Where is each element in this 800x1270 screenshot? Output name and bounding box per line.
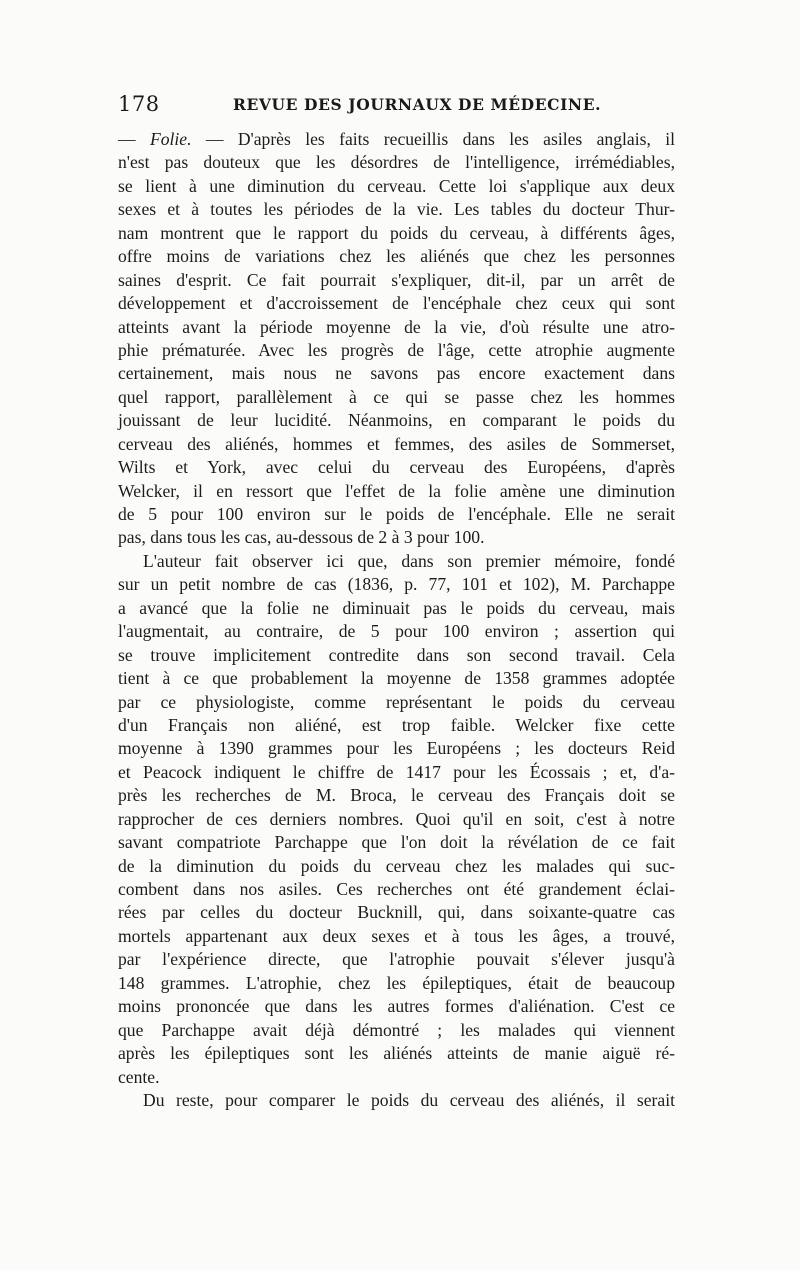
text-line: moins prononcée que dans les autres formes d'aliénation. C'est ce <box>118 996 675 1017</box>
text-line: phie prématurée. Avec les progrès de l'âge, cette atrophie augmente <box>118 339 675 360</box>
text-line: L'auteur fait observer ici que, dans son premier mémoire, fondé <box>143 550 675 571</box>
text-line: tient à ce que probablement la moyenne de 1358 grammes adoptée <box>118 668 675 689</box>
text-line: par ce physiologiste, comme représentant le poids du cerveau <box>118 691 675 712</box>
text-line: jouissant de leur lucidité. Néanmoins, en comparant le poids du <box>118 410 675 431</box>
text-line: sexes et à toutes les périodes de la vie. Les tables du docteur Thur- <box>118 199 675 220</box>
text-line: se trouve implicitement contredite dans son second travail. Cela <box>118 644 675 665</box>
text-line: rées par celles du docteur Bucknill, qui, dans soixante-quatre cas <box>118 902 675 923</box>
paragraph-du-reste <box>118 1089 675 1112</box>
text-line: a avancé que la folie ne diminuait pas le poids du cerveau, mais <box>118 597 675 618</box>
text-line: près les recherches de M. Broca, le cerveau des Français doit se <box>118 785 675 806</box>
text-line: et Peacock indiquent le chiffre de 1417 pour les Écossais ; et, d'a- <box>118 761 675 782</box>
text-line: n'est pas douteux que les désordres de l'intelligence, irrémédiables, <box>118 152 675 173</box>
page-number: 178 <box>118 92 160 116</box>
text-line: que Parchappe avait déjà démontré ; les malades qui viennent <box>118 1019 675 1040</box>
text-line: atteints avant la période moyenne de la vie, d'où résulte une atro- <box>118 316 675 337</box>
text-line: saines d'esprit. Ce fait pourrait s'expliquer, dit-il, par un arrêt de <box>118 269 675 290</box>
text-line: l'augmentait, au contraire, de 5 pour 100 environ ; assertion qui <box>118 621 675 642</box>
text-line: Wilts et York, avec celui du cerveau des Européens, d'après <box>118 457 675 478</box>
text-line: Welcker, il en ressort que l'effet de la folie amène une diminution <box>118 480 675 501</box>
text-line: 148 grammes. L'atrophie, chez les épileptiques, était de beaucoup <box>118 972 675 993</box>
running-title: REVUE DES JOURNAUX DE MÉDECINE. <box>233 95 602 114</box>
page-header <box>118 92 678 118</box>
text-line: de 5 pour 100 environ sur le poids de l'encéphale. Elle ne serait <box>118 504 675 524</box>
text-line: pas, dans tous les cas, au-dessous de 2 à 3 pour 100. <box>118 527 485 548</box>
text-line: Du reste, pour comparer le poids du cerveau des aliénés, il serait <box>143 1089 675 1110</box>
text-line: certainement, mais nous ne savons pas encore exactement dans <box>118 363 675 384</box>
text-line: nam montrent que le rapport du poids du cerveau, à différents âges, <box>118 222 675 243</box>
text-line: se lient à une diminution du cerveau. Cette loi s'applique aux deux <box>118 175 675 196</box>
text-line: d'un Français non aliéné, est trop faible. Welcker fixe cette <box>118 714 675 735</box>
text-line: après les épileptiques sont les aliénés atteints de manie aiguë ré- <box>118 1043 675 1064</box>
text-line: — Folie. — D'après les faits recueillis dans les asiles anglais, il <box>118 129 675 149</box>
text-line: mortels appartenant aux deux sexes et à tous les âges, a trouvé, <box>118 925 675 946</box>
paragraph-folie <box>118 128 675 550</box>
text-line: développement et d'accroissement de l'encéphale chez ceux qui sont <box>118 293 675 314</box>
text-line: savant compatriote Parchappe que l'on doit la révélation de ce fait <box>118 832 675 853</box>
text-line: rapprocher de ces derniers nombres. Quoi qu'il en soit, c'est à notre <box>118 808 675 829</box>
text-line: par l'expérience directe, que l'atrophie pouvait s'élever jusqu'à <box>118 949 675 970</box>
body-text <box>118 128 675 1112</box>
text-line: offre moins de variations chez les aliénés que chez les personnes <box>118 246 675 267</box>
text-line: combent dans nos asiles. Ces recherches ont été grandement éclai- <box>118 879 675 899</box>
text-line: cente. <box>118 1066 160 1087</box>
text-line: de la diminution du poids du cerveau chez les malades qui suc- <box>118 855 675 876</box>
text-line: sur un petit nombre de cas (1836, p. 77, 101 et 102), M. Parchappe <box>118 574 675 595</box>
text-line: cerveau des aliénés, hommes et femmes, des asiles de Sommerset, <box>118 433 675 454</box>
section-keyword: Folie. <box>149 129 192 149</box>
text-line: moyenne à 1390 grammes pour les Européens ; les docteurs Reid <box>118 738 675 759</box>
text-line: quel rapport, parallèlement à ce qui se passe chez les hommes <box>118 386 675 407</box>
paragraph-parchappe <box>118 550 675 1089</box>
